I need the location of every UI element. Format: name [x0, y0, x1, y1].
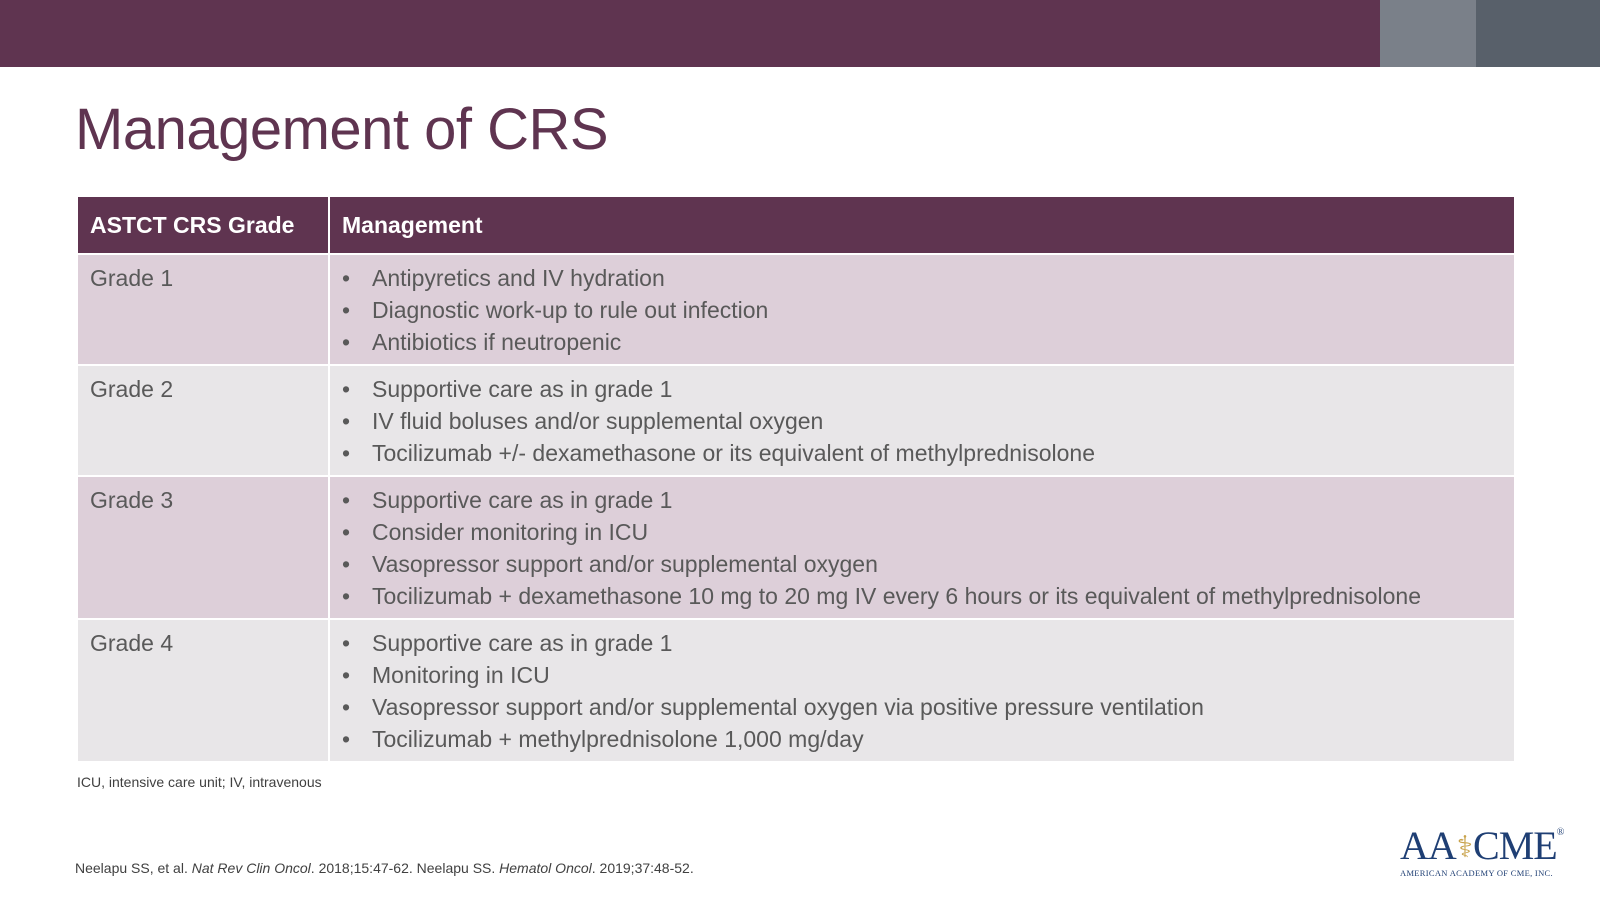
list-item-text: Tocilizumab + methylprednisolone 1,000 mg/day — [372, 726, 864, 752]
list-item — [342, 516, 1502, 548]
bullet-icon: • — [342, 630, 351, 656]
table-row — [77, 365, 1515, 476]
table-header-row — [77, 196, 1515, 254]
grade-cell: Grade 4 — [77, 619, 329, 762]
list-item-text: Antibiotics if neutropenic — [372, 329, 622, 355]
slide-title: Management of CRS — [75, 97, 609, 162]
bullet-icon: • — [342, 583, 351, 609]
list-item — [342, 294, 1502, 326]
list-item — [342, 580, 1502, 612]
aacme-logo — [1400, 823, 1578, 882]
top-bar-gray-segment — [1380, 0, 1476, 67]
list-item-text: Supportive care as in grade 1 — [372, 376, 673, 402]
table-row — [77, 476, 1515, 619]
ref-authors: Neelapu SS, et al. — [75, 860, 192, 876]
table-body — [77, 254, 1515, 762]
list-item-text: Tocilizumab +/- dexamethasone or its equivalent of methylprednisolone — [372, 440, 1095, 466]
bullet-icon: • — [342, 297, 351, 323]
list-item — [342, 405, 1502, 437]
management-list — [342, 373, 1502, 469]
list-item-text: Vasopressor support and/or supplemental oxygen via positive pressure ventilation — [372, 694, 1204, 720]
top-bar-main-segment — [0, 0, 1380, 67]
bullet-icon: • — [342, 551, 351, 577]
list-item — [342, 659, 1502, 691]
bullet-icon: • — [342, 694, 351, 720]
bullet-icon: • — [342, 329, 351, 355]
management-cell — [329, 254, 1515, 365]
caduceus-icon: ⚕ — [1456, 831, 1473, 864]
list-item-text: Consider monitoring in ICU — [372, 519, 649, 545]
ref-details-2: . 2019;37:48-52. — [591, 860, 694, 876]
management-cell — [329, 476, 1515, 619]
table-row — [77, 619, 1515, 762]
ref-journal-2: Hematol Oncol — [499, 860, 592, 876]
list-item-text: Tocilizumab + dexamethasone 10 mg to 20 mg IV every 6 hours or its equivalent of methylprednisolone — [372, 583, 1421, 609]
references — [75, 860, 694, 876]
management-cell — [329, 619, 1515, 762]
top-accent-bar — [0, 0, 1600, 67]
ref-details-1: . 2018;15:47-62. Neelapu SS. — [310, 860, 500, 876]
list-item — [342, 723, 1502, 755]
grade-cell: Grade 1 — [77, 254, 329, 365]
bullet-icon: • — [342, 487, 351, 513]
bullet-icon: • — [342, 440, 351, 466]
list-item-text: Supportive care as in grade 1 — [372, 487, 673, 513]
bullet-icon: • — [342, 265, 351, 291]
list-item-text: Antipyretics and IV hydration — [372, 265, 665, 291]
logo-mark — [1400, 823, 1578, 868]
bullet-icon: • — [342, 408, 351, 434]
list-item-text: Diagnostic work-up to rule out infection — [372, 297, 769, 323]
management-list — [342, 484, 1502, 612]
list-item-text: Vasopressor support and/or supplemental oxygen — [372, 551, 878, 577]
logo-tagline: AMERICAN ACADEMY OF CME, INC. — [1400, 868, 1553, 878]
list-item — [342, 326, 1502, 358]
management-list — [342, 262, 1502, 358]
grade-cell: Grade 3 — [77, 476, 329, 619]
list-item — [342, 627, 1502, 659]
list-item — [342, 691, 1502, 723]
list-item — [342, 262, 1502, 294]
header-management: Management — [329, 196, 1515, 254]
abbreviations-footnote: ICU, intensive care unit; IV, intravenous — [77, 774, 322, 790]
list-item-text: Supportive care as in grade 1 — [372, 630, 673, 656]
list-item-text: IV fluid boluses and/or supplemental oxygen — [372, 408, 824, 434]
top-bar-dark-gray-segment — [1476, 0, 1600, 67]
list-item — [342, 373, 1502, 405]
crs-management-table — [76, 195, 1516, 763]
bullet-icon: • — [342, 662, 351, 688]
bullet-icon: • — [342, 726, 351, 752]
list-item — [342, 437, 1502, 469]
bullet-icon: • — [342, 519, 351, 545]
logo-text-cme: CME — [1473, 823, 1557, 868]
grade-cell: Grade 2 — [77, 365, 329, 476]
header-grade: ASTCT CRS Grade — [77, 196, 329, 254]
bullet-icon: • — [342, 376, 351, 402]
ref-journal-1: Nat Rev Clin Oncol — [191, 860, 311, 876]
list-item-text: Monitoring in ICU — [372, 662, 550, 688]
management-list — [342, 627, 1502, 755]
registered-mark: ® — [1556, 827, 1564, 838]
management-cell — [329, 365, 1515, 476]
table-row — [77, 254, 1515, 365]
list-item — [342, 484, 1502, 516]
list-item — [342, 548, 1502, 580]
logo-text-aa: AA — [1400, 823, 1456, 868]
